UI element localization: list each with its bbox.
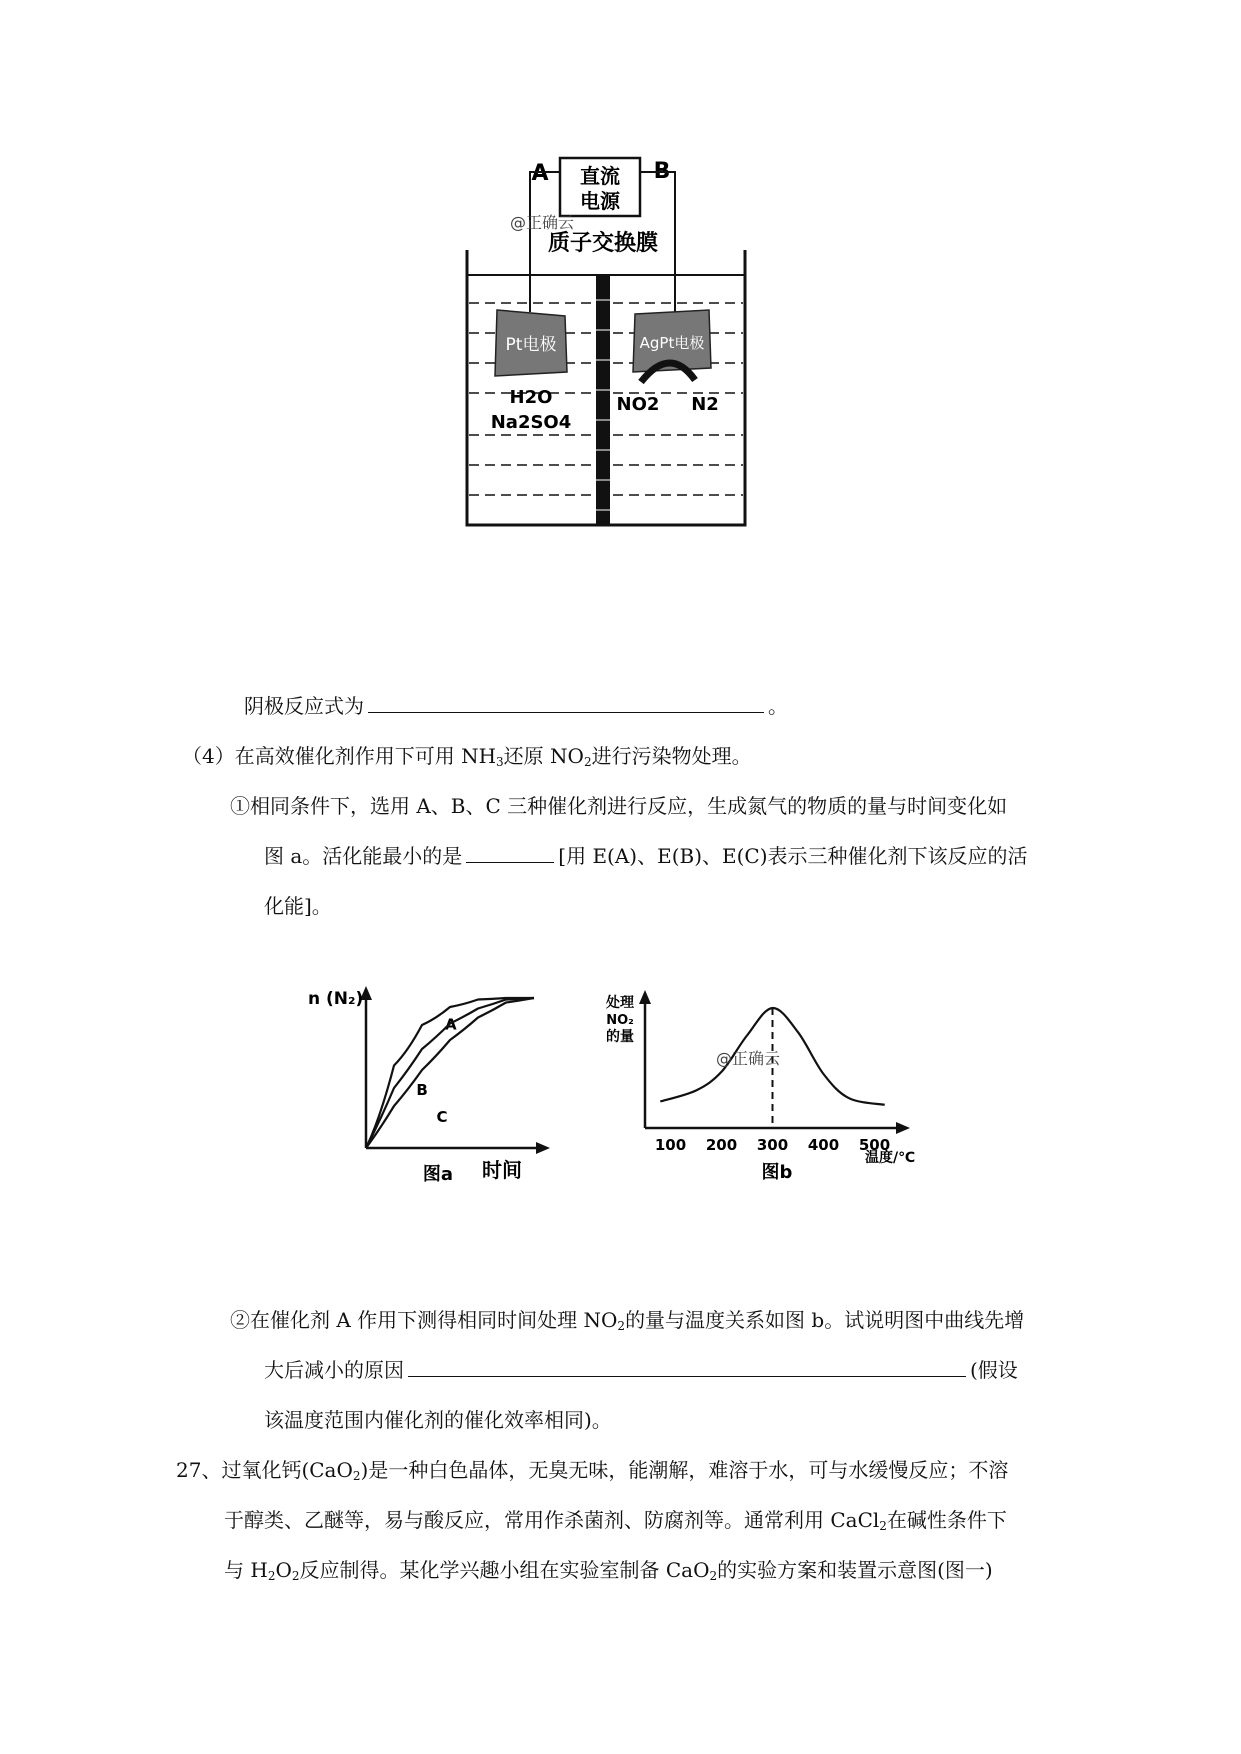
question-4-2-line3 xyxy=(264,1406,612,1434)
pt-electrode-label: Pt电极 xyxy=(505,335,557,355)
q4-suffix: 进行污染物处理。 xyxy=(591,744,752,768)
agpt-electrode-label: AgPt电极 xyxy=(639,334,705,352)
terminal-a-label: A xyxy=(531,161,549,186)
q27-line3-b: O xyxy=(275,1558,292,1582)
q4-sub-1: 3 xyxy=(496,755,504,769)
fig-b-tick-label-300: 300 xyxy=(756,1136,789,1154)
answer-blank-activation-energy[interactable] xyxy=(466,842,554,863)
fig-b-caption: 图b xyxy=(761,1162,793,1183)
fig-a-x-label: 时间 xyxy=(482,1158,522,1182)
answer-blank-reason[interactable] xyxy=(408,1356,966,1377)
q27-line3-sub1: 2 xyxy=(267,1569,276,1583)
question-4-1-line2 xyxy=(264,842,1028,870)
q4-1-line2-b: [用 E(A)、E(B)、E(C)表示三种催化剂下该反应的活 xyxy=(558,844,1028,868)
fig-a-y-label: n (N₂) xyxy=(308,989,364,1009)
fig-b-tick-label-100: 100 xyxy=(654,1136,687,1154)
q27-line1-sub: 2 xyxy=(352,1469,361,1483)
power-supply-label-1: 直流 xyxy=(580,164,620,188)
q4-2-line1-b: 的量与温度关系如图 b。试说明图中曲线先增 xyxy=(625,1308,1025,1332)
watermark-1: @正确云 xyxy=(510,213,575,232)
fig-b-y-label-3: 的量 xyxy=(606,1029,634,1045)
terminal-b-label: B xyxy=(653,159,671,184)
fig-b-y-arrow xyxy=(639,990,651,1004)
question-4-1-line3 xyxy=(264,892,332,920)
fig-b-tick-label-500: 500 xyxy=(858,1136,891,1154)
membrane-label: 质子交换膜 xyxy=(547,231,659,256)
question-27-line1 xyxy=(176,1456,1008,1490)
question-4 xyxy=(182,742,752,776)
no2-label: NO2 xyxy=(616,394,660,415)
fig-b-x-label: 温度/℃ xyxy=(864,1150,916,1166)
question-4-2-line2 xyxy=(264,1356,1018,1384)
fig-b-y-label-2: NO₂ xyxy=(606,1013,634,1028)
fig-a-curve-label-a: A xyxy=(444,1015,457,1034)
n2-label: N2 xyxy=(691,394,719,415)
na2so4-label: Na2SO4 xyxy=(490,412,572,433)
q4-2-line1-sub: 2 xyxy=(617,1319,626,1333)
fig-a-x-arrow xyxy=(536,1142,550,1154)
q4-1-line2-a: 图 a。活化能最小的是 xyxy=(264,844,463,868)
q27-line3-sub2: 2 xyxy=(291,1569,300,1583)
q4-2-line2-b: (假设 xyxy=(970,1358,1018,1382)
question-4-2-line1 xyxy=(230,1306,1024,1340)
q27-line2-a: 于醇类、乙醚等，易与酸反应，常用作杀菌剂、防腐剂等。通常利用 CaCl xyxy=(224,1508,880,1532)
q4-sub-2: 2 xyxy=(583,755,592,769)
figure-b-chart xyxy=(600,980,940,1200)
fig-a-caption: 图a xyxy=(422,1164,454,1185)
q27-line3-sub3: 2 xyxy=(709,1569,718,1583)
q27-line2-sub: 2 xyxy=(879,1519,887,1533)
power-supply-label-2: 电源 xyxy=(580,189,620,213)
fig-b-y-label-1: 处理 xyxy=(606,995,634,1011)
question-27-line3 xyxy=(224,1556,993,1590)
cathode-question-end: 。 xyxy=(768,694,788,718)
q27-line1-b: )是一种白色晶体，无臭无味，能潮解，难溶于水，可与水缓慢反应；不溶 xyxy=(360,1458,1009,1482)
q4-2-line1-a: ②在催化剂 A 作用下测得相同时间处理 NO xyxy=(230,1308,618,1332)
q27-line2-b: 在碱性条件下 xyxy=(886,1508,1007,1532)
proton-exchange-membrane xyxy=(596,275,610,525)
fig-a-curve-label-b: B xyxy=(416,1080,428,1099)
q4-1-line3-text: 化能]。 xyxy=(264,894,332,918)
q4-mid: 还原 NO xyxy=(503,744,584,768)
q4-2-line2-a: 大后减小的原因 xyxy=(264,1358,404,1382)
question-4-1-line1 xyxy=(230,792,1007,820)
q27-line3-c: 反应制得。某化学兴趣小组在实验室制备 CaO xyxy=(299,1558,710,1582)
q4-1-line1-text: ①相同条件下，选用 A、B、C 三种催化剂进行反应，生成氮气的物质的量与时间变化如 xyxy=(230,794,1008,818)
q27-line1-a: 27、过氧化钙(CaO xyxy=(176,1458,353,1482)
question-27-line2 xyxy=(224,1506,1007,1540)
fig-b-tick-label-400: 400 xyxy=(807,1136,840,1154)
h2o-label: H2O xyxy=(509,387,553,408)
electrolysis-figure xyxy=(455,150,785,530)
q4-prefix: （4）在高效催化剂作用下可用 NH xyxy=(182,744,497,768)
fig-b-tick-label-200: 200 xyxy=(705,1136,738,1154)
cathode-question xyxy=(244,692,788,720)
fig-b-x-arrow xyxy=(896,1122,910,1134)
watermark-2: @正确云 xyxy=(716,1049,781,1068)
fig-a-curve-label-c: C xyxy=(436,1107,448,1126)
answer-blank-cathode[interactable] xyxy=(368,692,764,713)
q4-2-line3-text: 该温度范围内催化剂的催化效率相同)。 xyxy=(264,1408,612,1432)
figure-a-chart xyxy=(300,980,560,1200)
q27-line3-a: 与 H xyxy=(224,1558,268,1582)
q27-line3-d: 的实验方案和装置示意图(图一) xyxy=(717,1558,993,1582)
cathode-question-text: 阴极反应式为 xyxy=(244,694,364,718)
